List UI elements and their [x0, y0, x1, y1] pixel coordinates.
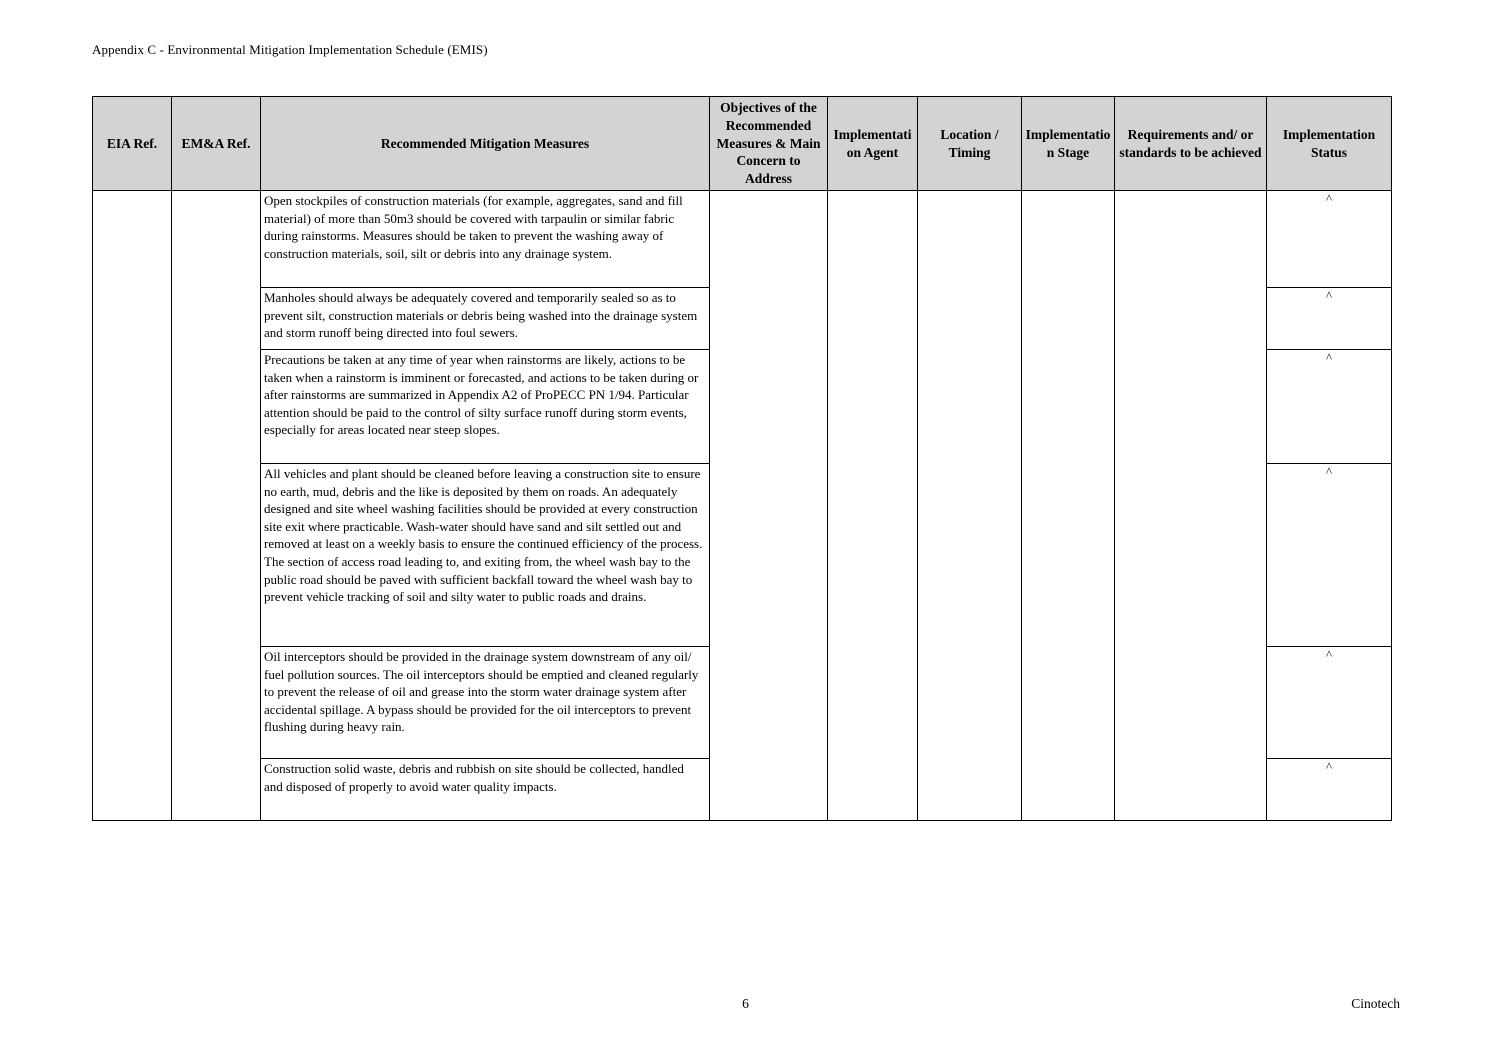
mitigation-measure-cell: Precautions be taken at any time of year when rainstorms are likely, actions to be taken when a rainstorm is imminent or forecasted, and actions to be taken during or after rainstorms are summarized in Appendix A2 of ProPECC PN 1/94. Particular attention should be paid to the control of silty surface runoff during storm events, especially for areas located near steep slopes. — [261, 350, 710, 464]
col-header-ema-ref: EM&A Ref. — [172, 97, 261, 191]
implementation-status-cell: ^ — [1267, 350, 1392, 464]
objectives-cell — [710, 191, 828, 821]
col-header-eia-ref: EIA Ref. — [93, 97, 172, 191]
location-timing-cell — [918, 191, 1022, 821]
implementation-status-cell: ^ — [1267, 759, 1392, 821]
col-header-objectives: Objectives of the Recommended Measures & Main Concern to Address — [710, 97, 828, 191]
mitigation-measure-cell: Oil interceptors should be provided in the drainage system downstream of any oil/ fuel pollution sources. The oil interceptors should be emptied and cleaned regularly to prevent the release of oil and grease into the storm water drainage system after accidental spillage. A bypass should be provided for the oil interceptors to prevent flushing during heavy rain. — [261, 647, 710, 759]
col-header-location-timing: Location / Timing — [918, 97, 1022, 191]
eia-ref-cell — [93, 191, 172, 821]
col-header-implementation-agent: Implementation Agent — [828, 97, 918, 191]
emis-table — [92, 96, 1392, 821]
implementation-status-cell: ^ — [1267, 288, 1392, 350]
table-row — [93, 191, 1392, 288]
col-header-implementation-stage: Implementation Stage — [1022, 97, 1115, 191]
col-header-requirements: Requirements and/ or standards to be achieved — [1115, 97, 1267, 191]
col-header-implementation-status: Implementation Status — [1267, 97, 1392, 191]
appendix-title: Appendix C - Environmental Mitigation Implementation Schedule (EMIS) — [92, 42, 488, 57]
mitigation-measure-cell: Open stockpiles of construction materials (for example, aggregates, sand and fill material) of more than 50m3 should be covered with tarpaulin or similar fabric during rainstorms. Measures should be taken to prevent the washing away of construction materials, soil, silt or debris into any drainage system. — [261, 191, 710, 288]
implementation-status-cell: ^ — [1267, 464, 1392, 647]
mitigation-measure-cell: All vehicles and plant should be cleaned before leaving a construction site to ensure no earth, mud, debris and the like is deposited by them on roads. An adequately designed and site wheel washing facilities should be provided at every construction site exit where practicable. Wash-water should have sand and silt settled out and removed at least on a weekly basis to ensure the continued efficiency of the process. The section of access road leading to, and exiting from, the wheel wash bay to the public road should be paved with sufficient backfall toward the wheel wash bay to prevent vehicle tracking of soil and silty water to public roads and drains. — [261, 464, 710, 647]
implementation-agent-cell — [828, 191, 918, 821]
page-number: 6 — [742, 996, 749, 1011]
ema-ref-cell — [172, 191, 261, 821]
mitigation-measure-cell: Construction solid waste, debris and rubbish on site should be collected, handled and disposed of properly to avoid water quality impacts. — [261, 759, 710, 821]
mitigation-measure-cell: Manholes should always be adequately covered and temporarily sealed so as to prevent silt, construction materials or debris being washed into the drainage system and storm runoff being directed into foul sewers. — [261, 288, 710, 350]
footer-brand: Cinotech — [1351, 996, 1400, 1011]
requirements-cell — [1115, 191, 1267, 821]
implementation-status-cell: ^ — [1267, 647, 1392, 759]
col-header-mitigation-measures: Recommended Mitigation Measures — [261, 97, 710, 191]
implementation-stage-cell — [1022, 191, 1115, 821]
table-header-row — [93, 97, 1392, 191]
implementation-status-cell: ^ — [1267, 191, 1392, 288]
